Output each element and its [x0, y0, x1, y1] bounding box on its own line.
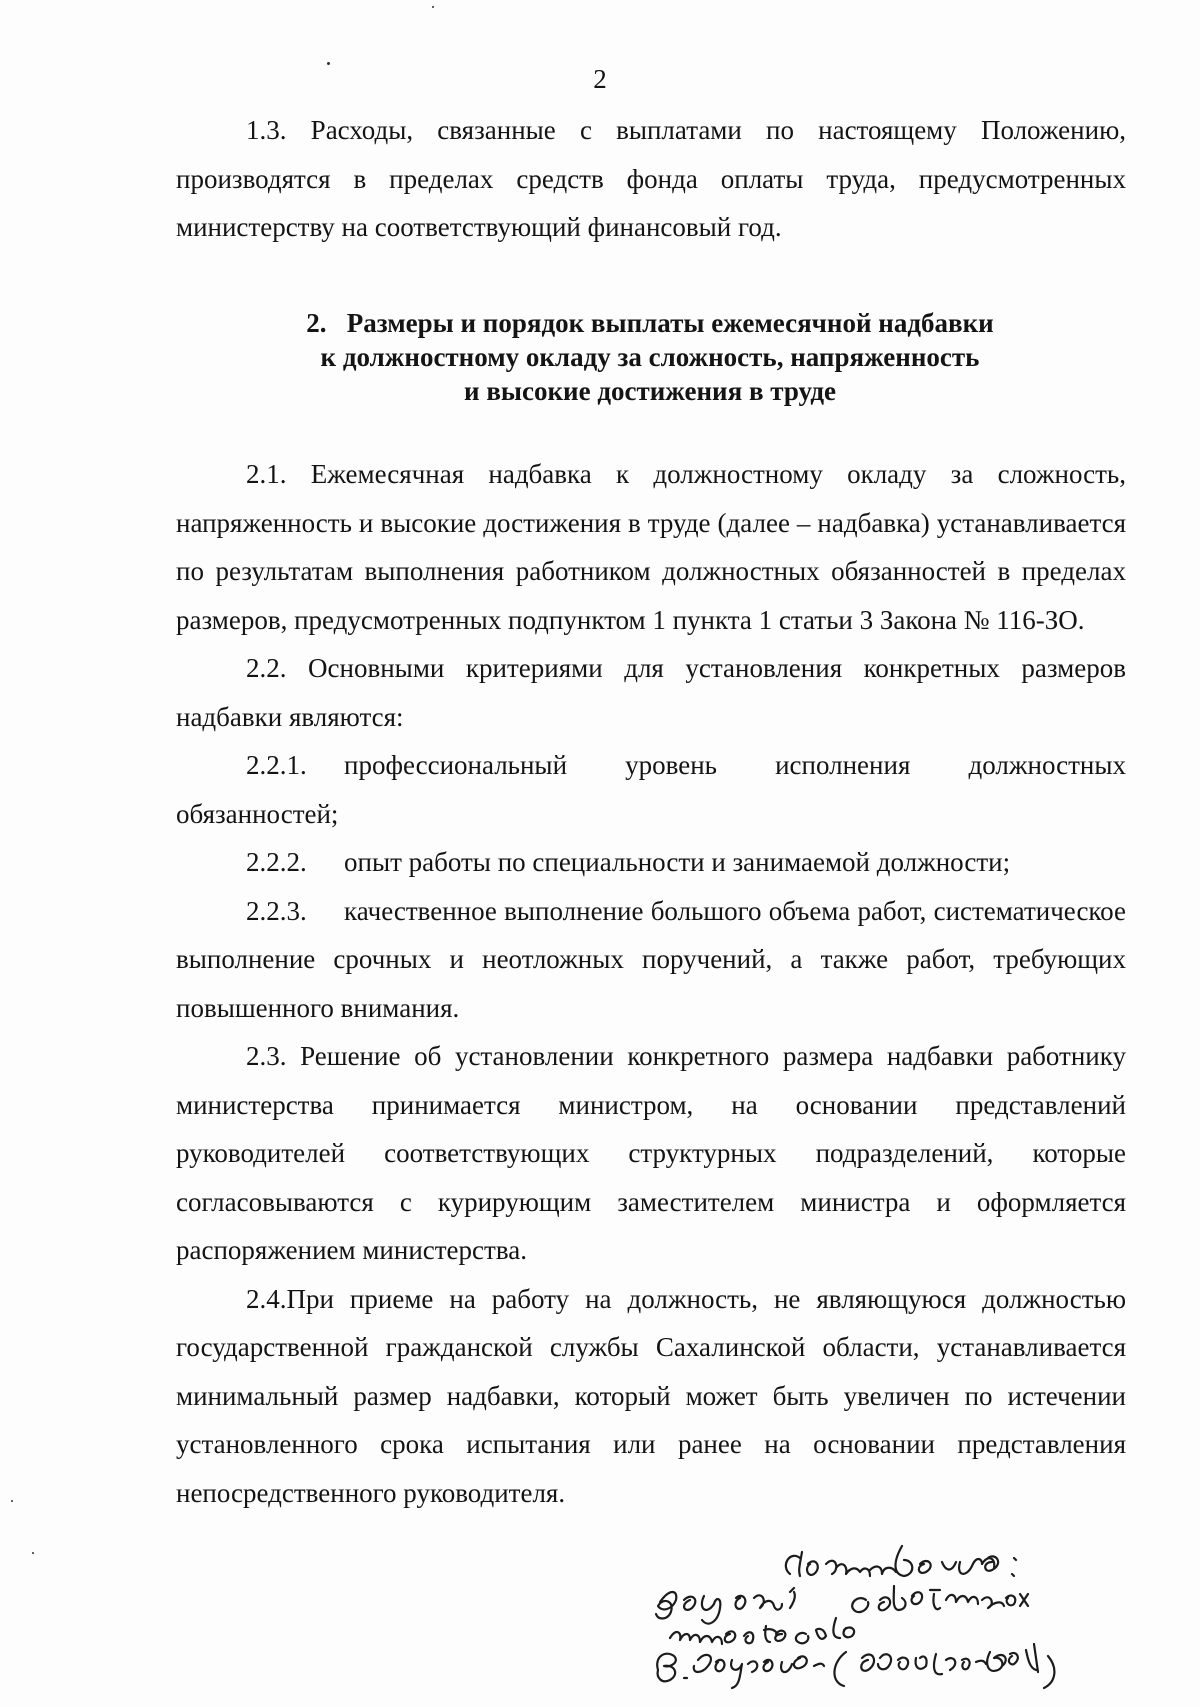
paragraph-2-2: 2.2. Основными критериями для установления конкретных размеров надбавки являются: [176, 653, 1126, 732]
item-number: 2.2.2. [246, 847, 307, 877]
heading-line: и высокие достижения в труде [464, 376, 836, 406]
item-number: 2.2.3. [246, 895, 307, 926]
item-text: профессиональный уровень исполнения должностных обязанностей; [176, 750, 1126, 829]
paragraph-1-3: 1.3. Расходы, связанные с выплатами по настоящему Положению, производятся в пределах средств фонда оплаты труда, предусмотренных министерству на соответствующий финансовый год. [176, 115, 1126, 242]
page-number: 2 [593, 64, 607, 94]
paragraph-2-1: 2.1. Ежемесячная надбавка к должностному окладу за сложность, напряженность и высокие достижения в труде (далее – надбавка) устанавливается по результатам выполнения работником должностных обязанностей в пределах размеров, предусмотренных подпунктом 1 пункта 1 статьи 3 Закона № 116-ЗО. [176, 459, 1126, 635]
list-item-2-2-1 [176, 741, 1126, 838]
handwritten-certification-signature [640, 1530, 1180, 1700]
list-item-2-2-2 [176, 838, 1126, 887]
section-2-body [176, 450, 1126, 1517]
scan-speck [32, 1552, 34, 1554]
section-2-heading [290, 306, 1010, 408]
item-text: опыт работы по специальности и занимаемой должности; [344, 847, 1011, 877]
paragraph-1-3-block [176, 106, 1126, 252]
item-number: 2.2.1. [246, 750, 307, 780]
scan-speck [11, 1500, 13, 1502]
list-item-2-2-3 [176, 887, 1126, 1033]
heading-line: 2. Размеры и порядок выплаты ежемесячной надбавки [306, 308, 994, 338]
item-text: качественное выполнение большого объема работ, систематическое выполнение срочных и неотложных поручений, а также работ, требующих повышенного внимания. [176, 895, 1126, 1023]
paragraph-2-3: 2.3. Решение об установлении конкретного размера надбавки работнику министерства принимается министром, на основании представлений руководителей соответствующих структурных подразделений, которые согласовываются с курирующим заместителем министра и оформляется распоряжением министерства. [176, 1041, 1126, 1265]
heading-line: к должностному окладу за сложность, напряженность [320, 342, 980, 372]
paragraph-2-4: 2.4.При приеме на работу на должность, не являющуюся должностью государственной гражданской службы Сахалинской области, устанавливается минимальный размер надбавки, который может быть увеличен по истечении установленного срока испытания или ранее на основании представления непосредственного руководителя. [176, 1283, 1126, 1508]
scan-speck [432, 6, 434, 8]
